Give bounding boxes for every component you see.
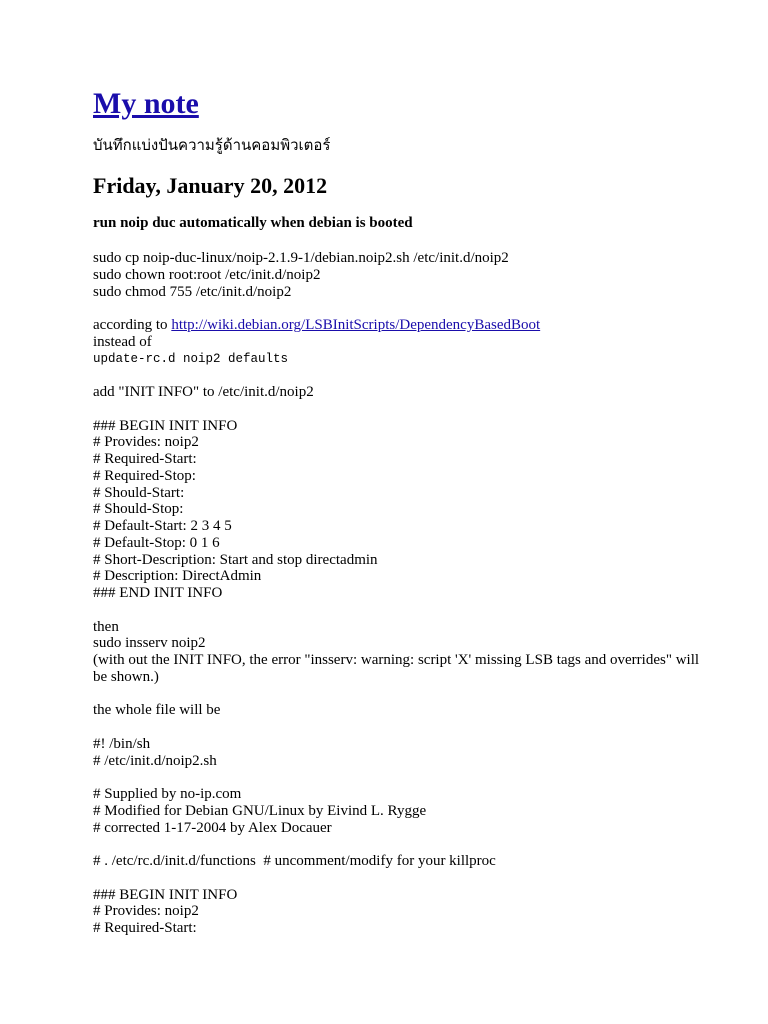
init-info-line: # Default-Stop: 0 1 6 (93, 534, 220, 551)
spacer (93, 836, 713, 853)
then-text: then (93, 618, 119, 635)
instead-of-text: instead of (93, 333, 152, 350)
file-init-info-line: ### BEGIN INIT INFO (93, 886, 238, 903)
file-header-line: #! /bin/sh (93, 735, 151, 752)
spacer (93, 602, 713, 619)
command-line: sudo chmod 755 /etc/init.d/noip2 (93, 283, 292, 300)
init-info-line: # Required-Stop: (93, 467, 196, 484)
according-prefix: according to (93, 317, 172, 333)
command-line: sudo chown root:root /etc/init.d/noip2 (93, 266, 321, 283)
file-init-info-line: # Required-Start: (93, 920, 197, 936)
file-credit-line: # Supplied by no-ip.com (93, 786, 242, 802)
blog-description: บันทึกแบ่งปันความรู้ด้านคอมพิวเตอร์ (93, 138, 331, 154)
spacer (93, 870, 713, 887)
spacer (93, 686, 713, 703)
blog-title-link[interactable]: My note (93, 87, 199, 120)
init-info-line: # Should-Start: (93, 484, 185, 501)
spacer (93, 769, 713, 786)
init-info-line: # Should-Stop: (93, 501, 184, 518)
init-info-line: # Short-Description: Start and stop directadmin (93, 551, 378, 568)
spacer (93, 401, 713, 418)
old-command-code: update-rc.d noip2 defaults (93, 351, 289, 366)
post-body (93, 250, 713, 937)
file-functions-line: # . /etc/rc.d/init.d/functions # uncomment/modify for your killproc (93, 853, 496, 869)
blog-title (93, 84, 199, 124)
file-credit-line: # corrected 1-17-2004 by Alex Docauer (93, 819, 332, 836)
init-info-line: # Description: DirectAdmin (93, 568, 262, 585)
file-init-info-line: # Provides: noip2 (93, 903, 199, 920)
init-info-line: # Required-Start: (93, 451, 197, 467)
spacer (93, 300, 713, 317)
post-title: run noip duc automatically when debian is booted (93, 215, 413, 231)
init-info-line: # Default-Start: 2 3 4 5 (93, 518, 232, 534)
date-header: Friday, January 20, 2012 (93, 173, 328, 198)
init-info-line: ### BEGIN INIT INFO (93, 417, 238, 434)
add-info-text: add "INIT INFO" to /etc/init.d/noip2 (93, 384, 314, 400)
reference-link[interactable]: http://wiki.debian.org/LSBInitScripts/DependencyBasedBoot (171, 317, 541, 333)
command-line: sudo cp noip-duc-linux/noip-2.1.9-1/debian.noip2.sh /etc/init.d/noip2 (93, 250, 509, 266)
init-info-line: # Provides: noip2 (93, 434, 199, 451)
spacer (93, 367, 713, 384)
insserv-note: (with out the INIT INFO, the error "insserv: warning: script 'X' missing LSB tags and overrides" will be shown.) (93, 652, 700, 685)
whole-file-intro: the whole file will be (93, 702, 221, 719)
insserv-command: sudo insserv noip2 (93, 635, 206, 652)
according-line (93, 317, 713, 334)
spacer (93, 719, 713, 736)
file-header-line: # /etc/init.d/noip2.sh (93, 752, 217, 769)
file-credit-line: # Modified for Debian GNU/Linux by Eivind L. Rygge (93, 802, 427, 819)
init-info-line: ### END INIT INFO (93, 585, 223, 601)
